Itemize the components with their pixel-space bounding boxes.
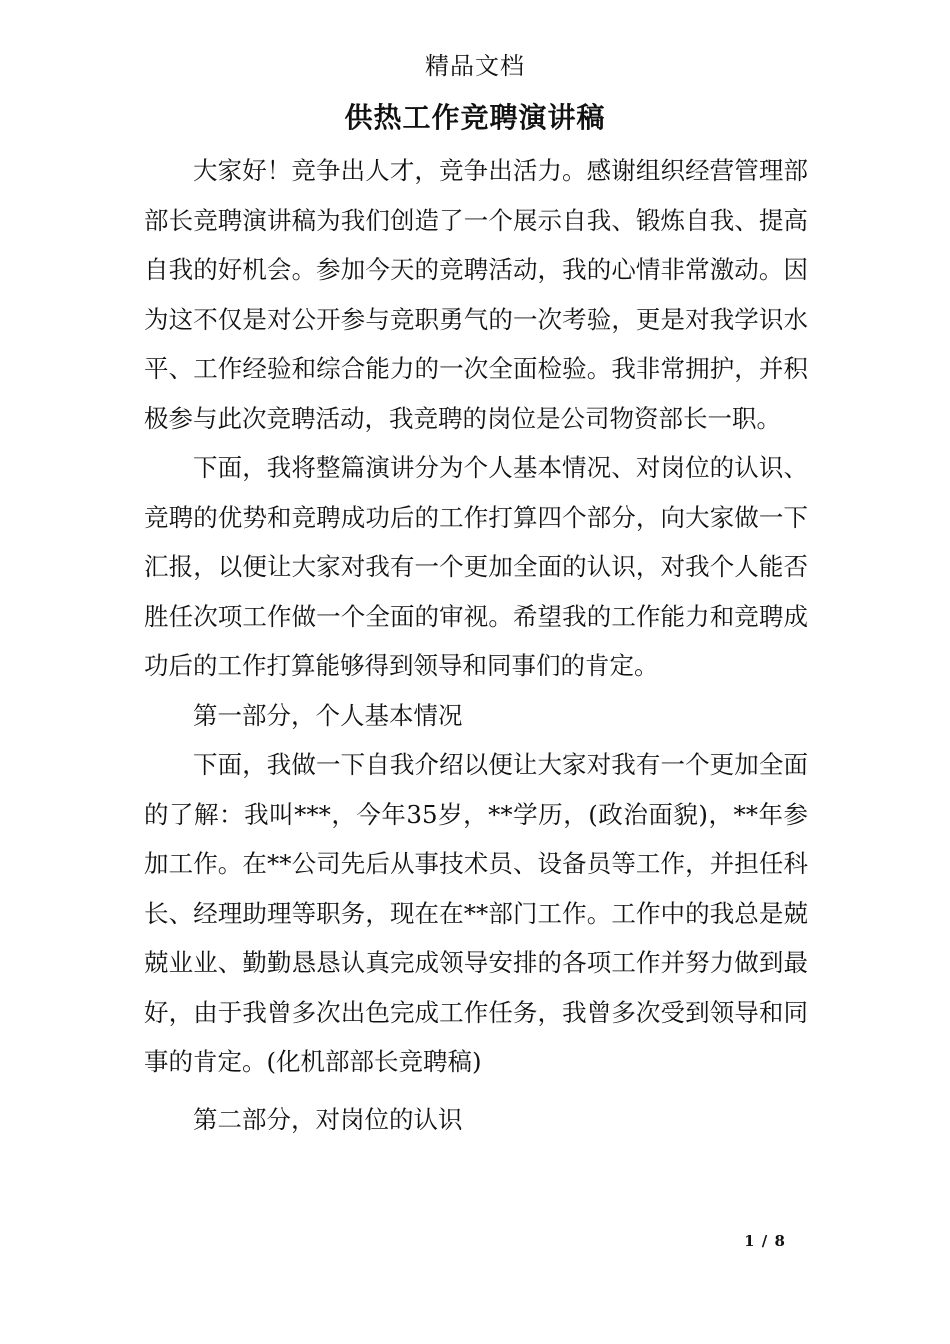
section-heading-part-one: 第一部分，个人基本情况 [193, 700, 463, 730]
paragraph-spacer [144, 1087, 808, 1095]
paragraph-intro: 大家好！竞争出人才，竞争出活力。感谢组织经营管理部部长竞聘演讲稿为我们创造了一个展示自我、锻炼自我、提高自我的好机会。参加今天的竞聘活动，我的心情非常激动。因为这不仅是对公开参与竞职勇气的一次考验，更是对我学识水平、工作经验和综合能力的一次全面检验。我非常拥护，并积极参与此次竞聘活动，我竞聘的岗位是公司物资部长一职。 [144, 156, 808, 433]
document-title: 供热工作竞聘演讲稿 [344, 101, 606, 134]
section-heading-part-two: 第二部分，对岗位的认识 [193, 1104, 463, 1134]
page-number: 1 / 8 [744, 1232, 786, 1250]
paragraph-outline: 下面，我将整篇演讲分为个人基本情况、对岗位的认识、竞聘的优势和竞聘成功后的工作打算四个部分，向大家做一下汇报，以便让大家对我有一个更加全面的认识，对我个人能否胜任次项工作做一个全面的审视。希望我的工作能力和竞聘成功后的工作打算能够得到领导和同事们的肯定。 [144, 453, 808, 680]
document-body [144, 146, 808, 1144]
paragraph-self-introduction: 下面，我做一下自我介绍以便让大家对我有一个更加全面的了解：我叫***，今年35岁，**学历，(政治面貌)，**年参加工作。在**公司先后从事技术员、设备员等工作，并担任科长、经理助理等职务，现在在**部门工作。工作中的我总是兢兢业业、勤勤恳恳认真完成领导安排的各项工作并努力做到最好，由于我曾多次出色完成工作任务，我曾多次受到领导和同事的肯定。(化机部部长竞聘稿) [144, 750, 808, 1076]
page-header: 精品文档 [425, 52, 525, 80]
